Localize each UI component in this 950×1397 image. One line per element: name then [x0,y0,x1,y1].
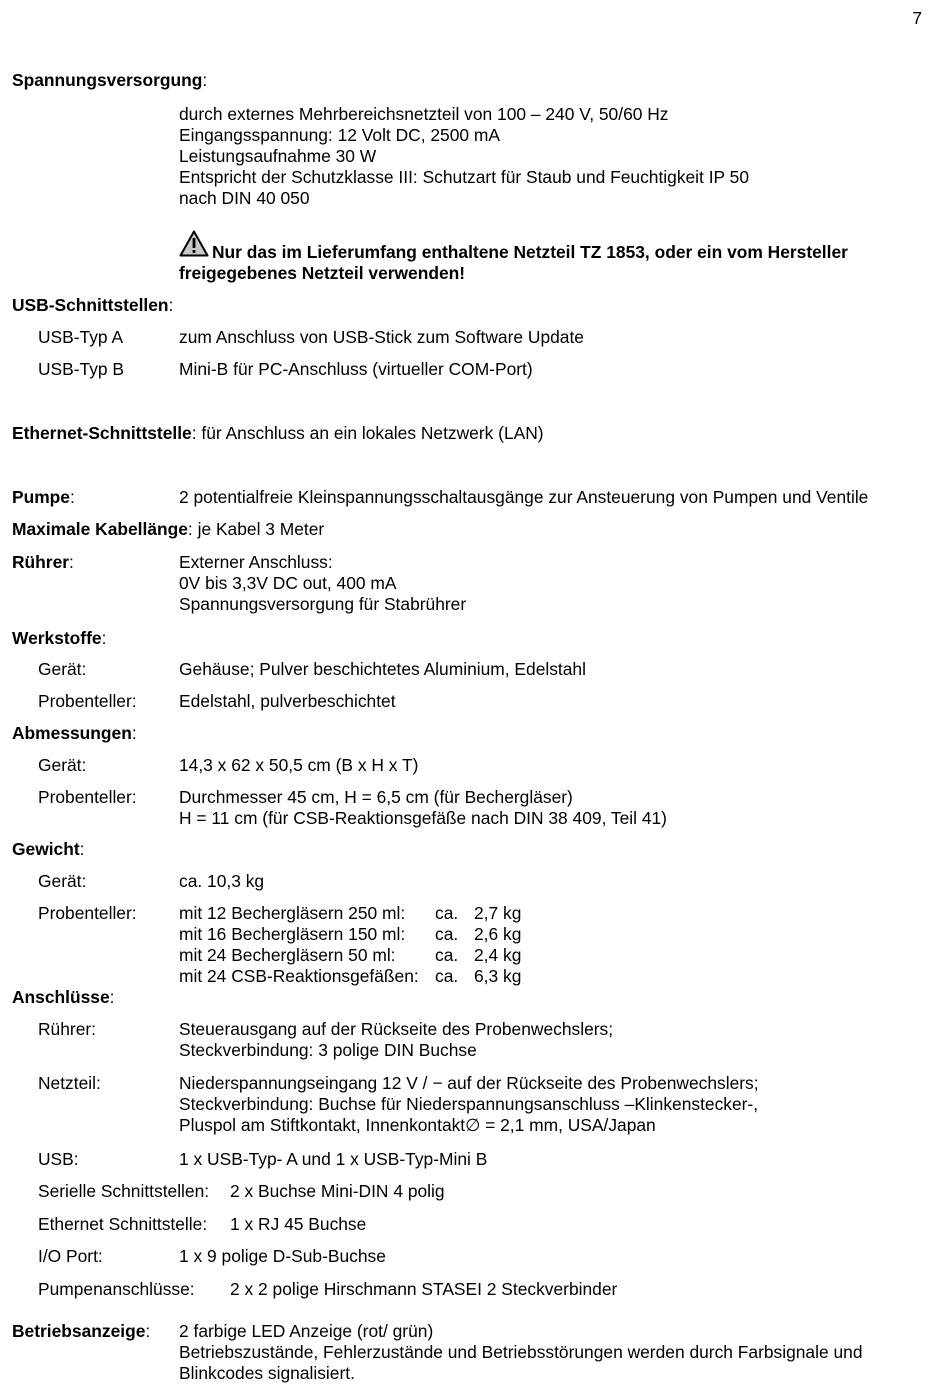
warning-line-1: Nur das im Lieferumfang enthaltene Netzteil TZ 1853, oder ein vom Hersteller [212,242,848,262]
usb-a-value: zum Anschluss von USB-Stick zum Software Update [179,327,584,347]
gewicht-label: Gewicht [12,839,80,859]
anschluesse-label: Anschlüsse [12,987,110,1007]
page-number: 7 [912,8,922,28]
gewicht-ca: ca. [435,966,459,986]
ethernet-row: Ethernet-Schnittstelle: für Anschluss an ein lokales Netzwerk (LAN) [12,423,544,443]
werkstoffe-teller-label: Probenteller: [38,691,137,711]
anschluesse-ethernet-value: 1 x RJ 45 Buchse [230,1214,367,1234]
usb-heading: USB-Schnittstellen: [12,295,174,315]
gewicht-value: 2,6 kg [474,924,522,944]
gewicht-value: 6,3 kg [474,966,522,986]
abmessungen-geraet-label: Gerät: [38,755,87,775]
betrieb-line: Betriebszustände, Fehlerzustände und Betriebsstörungen werden durch Farbsignale und [179,1342,863,1362]
gewicht-value: 2,7 kg [474,903,522,923]
abmessungen-teller-text [179,787,667,829]
gewicht-geraet-value: ca. 10,3 kg [179,871,265,891]
anschluesse-seriell-label: Serielle Schnittstellen: [38,1181,210,1201]
gewicht-row: mit 12 Bechergläsern 250 ml: [179,903,406,923]
abmessungen-geraet-value: 14,3 x 62 x 50,5 cm (B x H x T) [179,755,419,775]
anschluesse-ruehrer-line: Steuerausgang auf der Rückseite des Probenwechslers; [179,1019,614,1039]
anschluesse-io-value: 1 x 9 polige D-Sub-Buchse [179,1246,386,1266]
anschluesse-pumpen-value: 2 x 2 polige Hirschmann STASEI 2 Steckverbinder [230,1279,618,1299]
gewicht-value: 2,4 kg [474,945,522,965]
anschluesse-netzteil-text [179,1073,759,1136]
anschluesse-ruehrer-label: Rührer: [38,1019,96,1039]
spannung-text [179,104,749,209]
anschluesse-usb-value: 1 x USB-Typ- A und 1 x USB-Typ-Mini B [179,1149,488,1169]
anschluesse-netzteil-line: Steckverbindung: Buchse für Niederspannungsanschluss –Klinkenstecker-, [179,1094,759,1114]
usb-a-label: USB-Typ A [38,327,124,347]
abmessungen-heading: Abmessungen: [12,723,137,743]
anschluesse-seriell-value: 2 x Buchse Mini-DIN 4 polig [230,1181,445,1201]
werkstoffe-geraet-value: Gehäuse; Pulver beschichtetes Aluminium, Edelstahl [179,659,586,679]
gewicht-row: mit 24 CSB-Reaktionsgefäßen: [179,966,419,986]
ruehrer-text [179,552,466,615]
anschluesse-usb-label: USB: [38,1149,79,1169]
gewicht-ca: ca. [435,903,459,923]
werkstoffe-geraet-label: Gerät: [38,659,87,679]
werkstoffe-heading: Werkstoffe: [12,628,107,648]
ethernet-label: Ethernet-Schnittstelle [12,423,192,443]
anschluesse-pumpen-label: Pumpenanschlüsse: [38,1279,195,1299]
anschluesse-ruehrer-line: Steckverbindung: 3 polige DIN Buchse [179,1040,477,1060]
spannung-line: nach DIN 40 050 [179,188,310,208]
ruehrer-heading: Rührer: [12,552,74,572]
gewicht-ca: ca. [435,945,459,965]
betrieb-text [179,1321,863,1384]
kabel-value: je Kabel 3 Meter [197,519,325,539]
abmessungen-label: Abmessungen [12,723,132,743]
anschluesse-io-label: I/O Port: [38,1246,103,1266]
werkstoffe-teller-value: Edelstahl, pulverbeschichtet [179,691,396,711]
werkstoffe-label: Werkstoffe [12,628,102,648]
betrieb-heading: Betriebsanzeige: [12,1321,151,1341]
abmessungen-teller-line: H = 11 cm (für CSB-Reaktionsgefäße nach DIN 38 409, Teil 41) [179,808,667,828]
ruehrer-label: Rührer [12,552,70,572]
usb-label: USB-Schnittstellen [12,295,169,315]
abmessungen-teller-label: Probenteller: [38,787,137,807]
abmessungen-teller-line: Durchmesser 45 cm, H = 6,5 cm (für Bechergläser) [179,787,573,807]
warning-line-2: freigegebenes Netzteil verwenden! [179,263,466,283]
kabel-row: Maximale Kabellänge: je Kabel 3 Meter [12,519,325,539]
betrieb-line: 2 farbige LED Anzeige (rot/ grün) [179,1321,434,1341]
anschluesse-ethernet-label: Ethernet Schnittstelle: [38,1214,208,1234]
pumpe-label: Pumpe [12,487,70,507]
spannung-line: Leistungsaufnahme 30 W [179,146,377,166]
gewicht-teller-label: Probenteller: [38,903,137,923]
spannung-label: Spannungsversorgung [12,70,203,90]
warning-icon [179,230,209,257]
gewicht-ca: ca. [435,924,459,944]
pumpe-value: 2 potentialfreie Kleinspannungsschaltausgänge zur Ansteuerung von Pumpen und Ventile [179,487,869,507]
usb-b-value: Mini-B für PC-Anschluss (virtueller COM-Port) [179,359,533,379]
ruehrer-line: Externer Anschluss: [179,552,333,572]
ruehrer-line: Spannungsversorgung für Stabrührer [179,594,467,614]
kabel-label: Maximale Kabellänge [12,519,188,539]
spannung-line: Eingangsspannung: 12 Volt DC, 2500 mA [179,125,500,145]
spannung-heading: Spannungsversorgung: [12,70,208,90]
ruehrer-line: 0V bis 3,3V DC out, 400 mA [179,573,397,593]
anschluesse-heading: Anschlüsse: [12,987,115,1007]
anschluesse-netzteil-line: Pluspol am Stiftkontakt, Innenkontakt∅ = 2,1 mm, USA/Japan [179,1115,656,1135]
anschluesse-ruehrer-text [179,1019,613,1061]
gewicht-row: mit 16 Bechergläsern 150 ml: [179,924,406,944]
pumpe-heading: Pumpe: [12,487,75,507]
anschluesse-netzteil-line: Niederspannungseingang 12 V / − auf der Rückseite des Probenwechslers; [179,1073,759,1093]
spannung-line: durch externes Mehrbereichsnetzteil von 100 – 240 V, 50/60 Hz [179,104,669,124]
gewicht-heading: Gewicht: [12,839,85,859]
ethernet-value: für Anschluss an ein lokales Netzwerk (LAN) [201,423,544,443]
spannung-line: Entspricht der Schutzklasse III: Schutzart für Staub und Feuchtigkeit IP 50 [179,167,750,187]
gewicht-geraet-label: Gerät: [38,871,87,891]
gewicht-row: mit 24 Bechergläsern 50 ml: [179,945,396,965]
betrieb-line: Blinkcodes signalisiert. [179,1363,355,1383]
anschluesse-netzteil-label: Netzteil: [38,1073,101,1093]
betrieb-label: Betriebsanzeige [12,1321,146,1341]
usb-b-label: USB-Typ B [38,359,125,379]
